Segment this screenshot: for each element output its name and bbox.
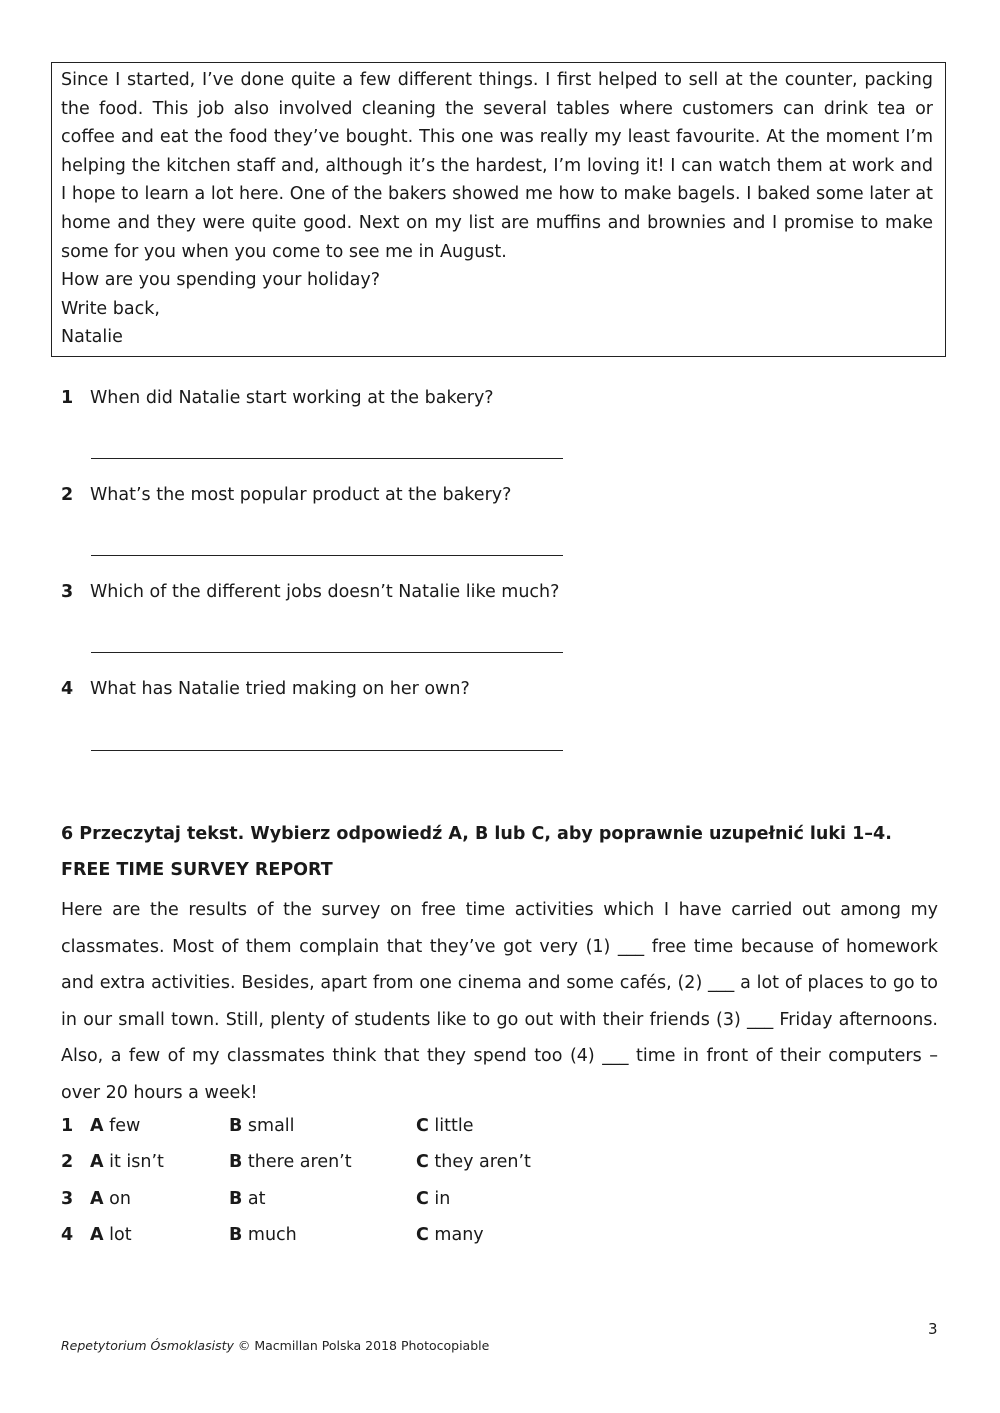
answer-line-3[interactable] bbox=[91, 652, 563, 653]
question-number: 2 bbox=[61, 485, 74, 505]
option-a[interactable] bbox=[90, 1225, 132, 1245]
option-text: lot bbox=[109, 1225, 132, 1245]
letter-question: How are you spending your holiday? bbox=[61, 270, 381, 291]
option-b[interactable] bbox=[229, 1225, 297, 1245]
option-letter: C bbox=[416, 1225, 429, 1245]
option-text: much bbox=[247, 1225, 297, 1245]
option-letter: C bbox=[416, 1116, 429, 1136]
option-letter: B bbox=[229, 1225, 243, 1245]
gap-number: 1 bbox=[61, 1116, 74, 1136]
option-letter: C bbox=[416, 1152, 429, 1172]
letter-closing: Write back, bbox=[61, 298, 160, 319]
option-c[interactable] bbox=[416, 1152, 531, 1172]
letter-box bbox=[51, 62, 946, 357]
option-c[interactable] bbox=[416, 1225, 484, 1245]
option-letter: A bbox=[90, 1116, 104, 1136]
gap-number: 2 bbox=[61, 1152, 74, 1172]
footer bbox=[61, 1338, 489, 1353]
question-text: When did Natalie start working at the bakery? bbox=[90, 388, 494, 408]
option-letter: A bbox=[90, 1189, 104, 1209]
question-3 bbox=[61, 582, 559, 602]
option-text: little bbox=[434, 1116, 474, 1136]
option-b[interactable] bbox=[229, 1152, 352, 1172]
question-text: What has Natalie tried making on her own? bbox=[90, 679, 470, 699]
option-letter: A bbox=[90, 1225, 104, 1245]
question-number: 3 bbox=[61, 582, 74, 602]
answer-line-1[interactable] bbox=[91, 458, 563, 459]
task-6-instruction: 6 Przeczytaj tekst. Wybierz odpowiedź A, B lub C, aby poprawnie uzupełnić luki 1–4. bbox=[61, 824, 892, 844]
question-text: What’s the most popular product at the bakery? bbox=[90, 485, 512, 505]
option-text: on bbox=[109, 1189, 131, 1209]
footer-copyright: © Macmillan Polska 2018 Photocopiable bbox=[233, 1338, 490, 1353]
option-letter: A bbox=[90, 1152, 104, 1172]
option-text: many bbox=[434, 1225, 484, 1245]
page-number: 3 bbox=[928, 1320, 938, 1338]
question-2 bbox=[61, 485, 511, 505]
report-title: FREE TIME SURVEY REPORT bbox=[61, 860, 333, 880]
option-letter: B bbox=[229, 1189, 243, 1209]
question-1 bbox=[61, 388, 494, 408]
option-text: at bbox=[247, 1189, 266, 1209]
question-4 bbox=[61, 679, 470, 699]
option-letter: B bbox=[229, 1152, 243, 1172]
option-text: there aren’t bbox=[247, 1152, 352, 1172]
question-text: Which of the different jobs doesn’t Natalie like much? bbox=[90, 582, 560, 602]
option-c[interactable] bbox=[416, 1116, 474, 1136]
option-text: in bbox=[434, 1189, 451, 1209]
option-letter: B bbox=[229, 1116, 243, 1136]
option-text: they aren’t bbox=[434, 1152, 531, 1172]
letter-signature: Natalie bbox=[61, 327, 123, 348]
option-a[interactable] bbox=[90, 1116, 140, 1136]
option-text: few bbox=[109, 1116, 141, 1136]
gap-number: 3 bbox=[61, 1189, 74, 1209]
option-a[interactable] bbox=[90, 1189, 131, 1209]
option-text: small bbox=[247, 1116, 295, 1136]
answer-line-4[interactable] bbox=[91, 750, 563, 751]
option-letter: C bbox=[416, 1189, 429, 1209]
question-number: 4 bbox=[61, 679, 74, 699]
report-text: Here are the results of the survey on free time activities which I have carried out among my classmates. Most of them complain that they’ve got very (1) ___ free time because of homework and extra activities. Besides, apart from one cinema and some cafés, (2) ___ a lot of places to go to in our small town. Still, plenty of students like to go out with their friends (3) ___ Friday afternoons. Also, a few of my classmates think that they spend too (4) ___ time in front of their computers – over 20 hours a week! bbox=[61, 900, 938, 1103]
gap-number: 4 bbox=[61, 1225, 74, 1245]
option-text: it isn’t bbox=[109, 1152, 164, 1172]
option-c[interactable] bbox=[416, 1189, 450, 1209]
letter-paragraph: Since I started, I’ve done quite a few different things. I first helped to sell at the counter, packing the food. This job also involved cleaning the several tables where customers can drink tea or coffee and eat the food they’ve bought. This one was really my least favourite. At the moment I’m helping the kitchen staff and, although it’s the hardest, I’m loving it! I can watch them at work and I hope to learn a lot here. One of the bakers showed me how to make bagels. I baked some later at home and they were quite good. Next on my list are muffins and brownies and I promise to make some for you when you come to see me in August. bbox=[61, 70, 933, 262]
footer-book-title: Repetytorium Ósmoklasisty bbox=[61, 1338, 234, 1353]
question-number: 1 bbox=[61, 388, 74, 408]
option-b[interactable] bbox=[229, 1189, 266, 1209]
option-a[interactable] bbox=[90, 1152, 164, 1172]
option-b[interactable] bbox=[229, 1116, 295, 1136]
answer-line-2[interactable] bbox=[91, 555, 563, 556]
